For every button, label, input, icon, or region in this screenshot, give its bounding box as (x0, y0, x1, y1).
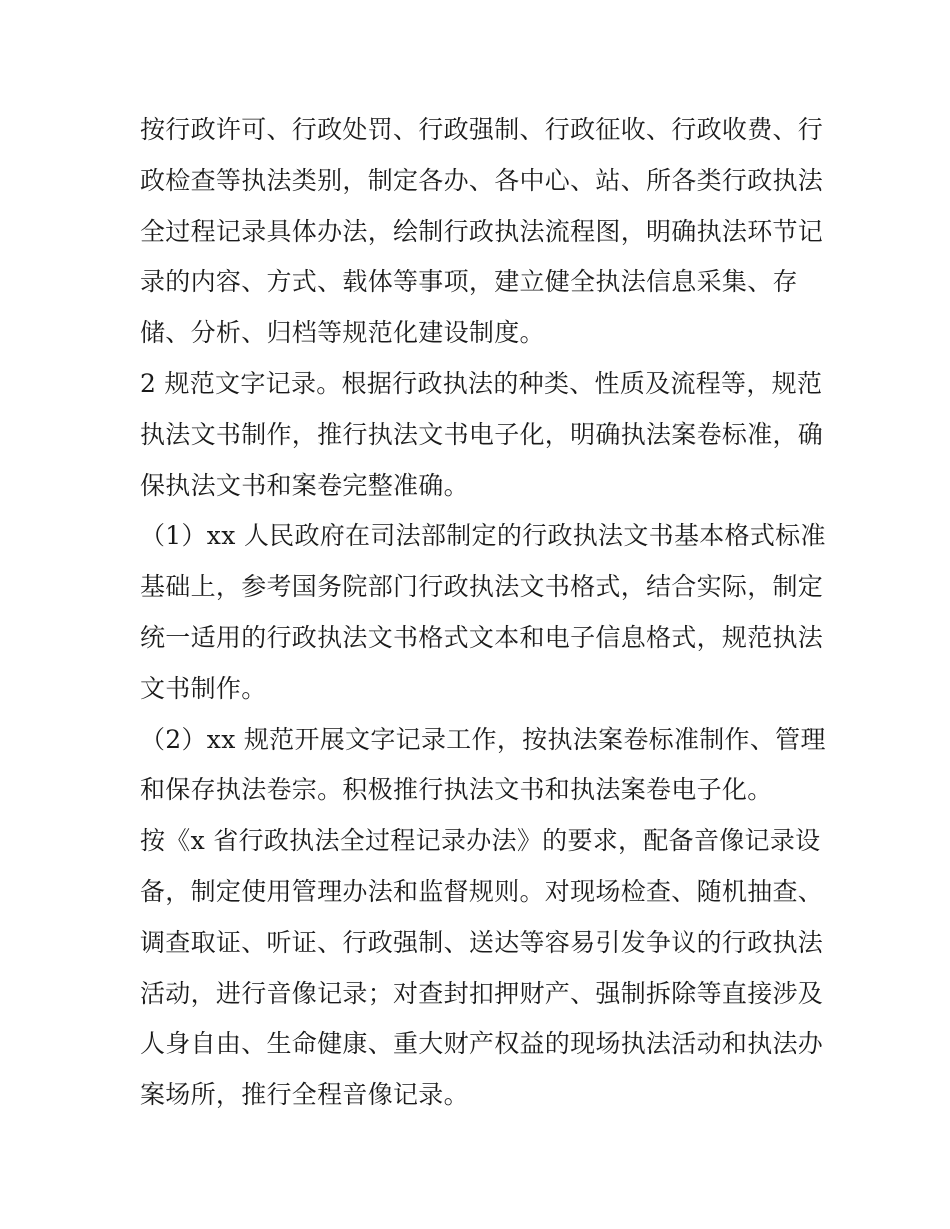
text-line: 案场所，推行全程音像记录。 (140, 1080, 469, 1109)
text-line: 人身自由、生命健康、重大财产权益的现场执法活动和执法办 (140, 1029, 824, 1058)
text-line: 活动，进行音像记录；对查封扣押财产、强制拆除等直接涉及 (140, 979, 824, 1008)
text-line: 统一适用的行政执法文书格式文本和电子信息格式，规范执法 (140, 623, 824, 652)
text-line: 备，制定使用管理办法和监督规则。对现场检查、随机抽查、 (140, 877, 824, 906)
text-line: 调查取证、听证、行政强制、送达等容易引发争议的行政执法 (140, 928, 824, 957)
text-line: （1）xx 人民政府在司法部制定的行政执法文书基本格式标准 (140, 521, 826, 550)
text-line: 基础上，参考国务院部门行政执法文书格式，结合实际，制定 (140, 572, 824, 601)
text-line: 录的内容、方式、载体等事项，建立健全执法信息采集、存 (140, 267, 798, 296)
text-line: 按行政许可、行政处罚、行政强制、行政征收、行政收费、行 (140, 115, 824, 144)
text-line: 按《x 省行政执法全过程记录办法》的要求，配备音像记录设 (140, 826, 821, 855)
text-line: 保执法文书和案卷完整准确。 (140, 471, 469, 500)
text-line: 政检查等执法类别，制定各办、各中心、站、所各类行政执法 (140, 166, 824, 195)
text-line: （2）xx 规范开展文字记录工作，按执法案卷标准制作、管理 (140, 725, 826, 754)
text-line: 2 规范文字记录。根据行政执法的种类、性质及流程等，规范 (140, 369, 823, 398)
text-line: 全过程记录具体办法，绘制行政执法流程图，明确执法环节记 (140, 217, 824, 246)
text-line: 文书制作。 (140, 674, 267, 703)
text-line: 执法文书制作，推行执法文书电子化，明确执法案卷标准，确 (140, 420, 824, 449)
text-line: 储、分析、归档等规范化建设制度。 (140, 318, 545, 347)
text-line: 和保存执法卷宗。积极推行执法文书和执法案卷电子化。 (140, 775, 773, 804)
